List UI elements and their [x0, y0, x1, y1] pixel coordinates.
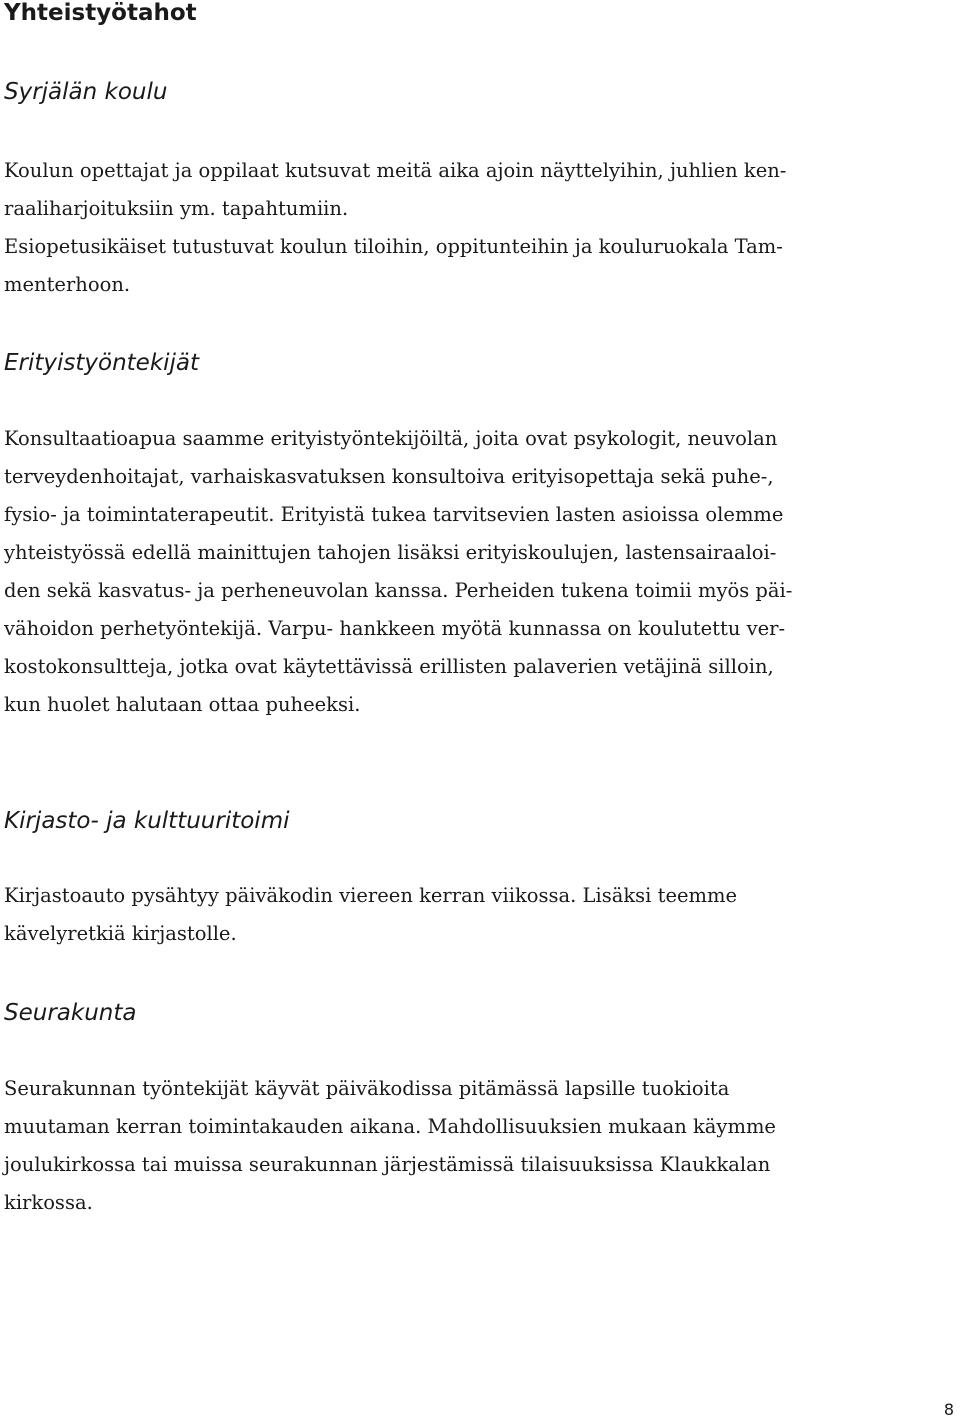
paragraph-syrjalan-koulu [4, 152, 786, 304]
text-line: kävelyretkiä kirjastolle. [4, 922, 237, 945]
text-line: raaliharjoituksiin ym. tapahtumiin. [4, 197, 349, 220]
text-line: kostokonsultteja, jotka ovat käytettävissä erillisten palaverien vetäjinä silloin, [4, 655, 774, 678]
text-line: menterhoon. [4, 273, 131, 296]
text-line: Koulun opettajat ja oppilaat kutsuvat meitä aika ajoin näyttelyihin, juhlien ken- [4, 159, 787, 182]
paragraph-seurakunta [4, 1070, 776, 1222]
section-heading-seurakunta: Seurakunta [4, 1000, 137, 1026]
text-line: Konsultaatioapua saamme erityistyöntekijöiltä, joita ovat psykologit, neuvolan [4, 427, 778, 450]
page-number: 8 [943, 1400, 954, 1419]
text-line: muutaman kerran toimintakauden aikana. Mahdollisuuksien mukaan käymme [4, 1115, 776, 1138]
text-line: kirkossa. [4, 1191, 93, 1214]
text-line: yhteistyössä edellä mainittujen tahojen lisäksi erityiskoulujen, lastensairaaloi- [4, 541, 777, 564]
text-line: kun huolet halutaan ottaa puheeksi. [4, 693, 361, 716]
section-heading-syrjalan-koulu: Syrjälän koulu [4, 79, 168, 105]
paragraph-kirjasto [4, 877, 737, 953]
section-heading-erityistyontekijat: Erityistyöntekijät [4, 350, 200, 376]
text-line: Kirjastoauto pysähtyy päiväkodin viereen kerran viikossa. Lisäksi teemme [4, 884, 738, 907]
text-line: den sekä kasvatus- ja perheneuvolan kanssa. Perheiden tukena toimii myös päi- [4, 579, 793, 602]
page-title: Yhteistyötahot [4, 0, 197, 26]
text-line: terveydenhoitajat, varhaiskasvatuksen konsultoiva erityisopettaja sekä puhe-, [4, 465, 774, 488]
paragraph-erityistyontekijat [4, 420, 792, 724]
text-line: Esiopetusikäiset tutustuvat koulun tiloihin, oppitunteihin ja kouluruokala Tam- [4, 235, 783, 258]
text-line: fysio- ja toimintaterapeutit. Erityistä tukea tarvitsevien lasten asioissa olemme [4, 503, 784, 526]
text-line: Seurakunnan työntekijät käyvät päiväkodissa pitämässä lapsille tuokioita [4, 1077, 730, 1100]
section-heading-kirjasto: Kirjasto- ja kulttuuritoimi [4, 808, 290, 834]
text-line: vähoidon perhetyöntekijä. Varpu- hankkeen myötä kunnassa on koulutettu ver- [4, 617, 786, 640]
text-line: joulukirkossa tai muissa seurakunnan järjestämissä tilaisuuksissa Klaukkalan [4, 1153, 771, 1176]
